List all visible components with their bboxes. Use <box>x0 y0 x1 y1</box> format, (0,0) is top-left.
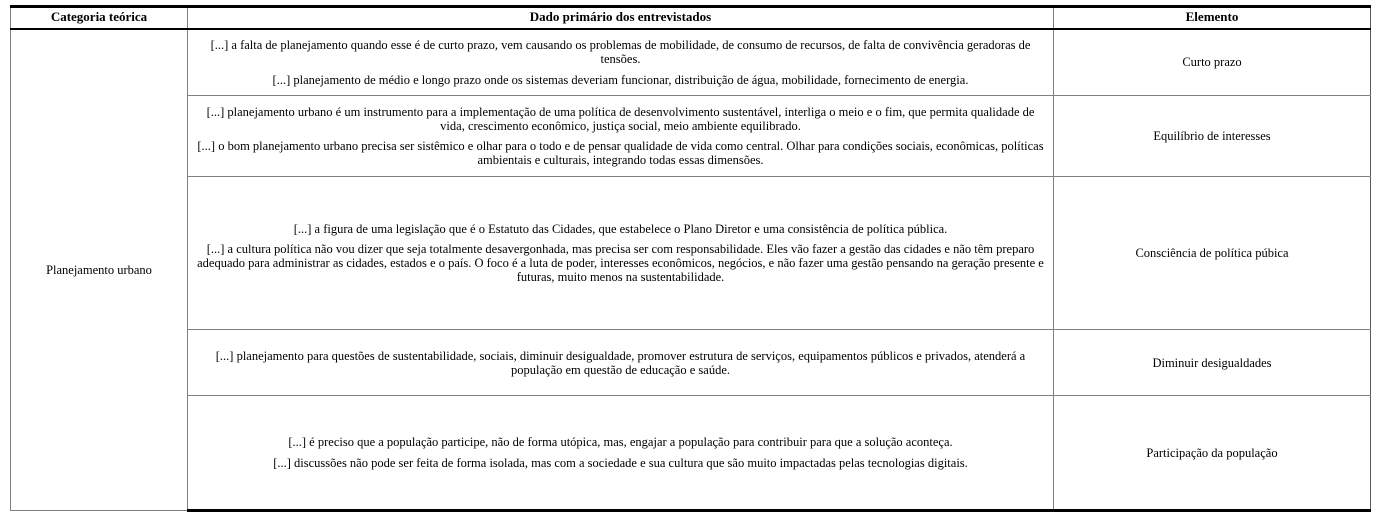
quote-cell <box>188 29 1054 96</box>
quote-cell <box>188 177 1054 330</box>
header-dado-primario: Dado primário dos entrevistados <box>188 7 1054 29</box>
quote-paragraph: [...] planejamento urbano é um instrumento para a implementação de uma política de desenvolvimento sustentável, interliga o meio e o fim, que permita qualidade de vida, crescimento econômico, justiça social, meio ambiente equilibrado. <box>206 104 1035 133</box>
quote-paragraph: [...] a figura de uma legislação que é o Estatuto das Cidades, que estabelece o Plano Diretor e uma consistência de política pública. <box>293 221 948 236</box>
element-cell: Participação da população <box>1054 396 1371 511</box>
quote-paragraph: [...] é preciso que a população participe, não de forma utópica, mas, engajar a população para contribuir para que a solução aconteça. <box>288 435 953 450</box>
table-row <box>11 29 1371 96</box>
quote-cell <box>188 330 1054 396</box>
element-cell: Diminuir desigualdades <box>1054 330 1371 396</box>
quote-paragraph: [...] o bom planejamento urbano precisa ser sistêmico e olhar para o todo e de pensar qualidade de vida como central. Olhar para condições sociais, econômicas, políticas ambientais e culturais, integrando todas essas dimensões. <box>197 139 1044 168</box>
quote-paragraph: [...] a falta de planejamento quando esse é de curto prazo, vem causando os problemas de mobilidade, de consumo de recursos, de falta de convivência geradoras de tensões. <box>210 38 1031 66</box>
quote-paragraph: [...] planejamento de médio e longo prazo onde os sistemas deveriam funcionar, distribuição de água, mobilidade, fornecimento de energia. <box>272 72 969 87</box>
header-row <box>11 7 1371 29</box>
quote-paragraph: [...] planejamento para questões de sustentabilidade, sociais, diminuir desigualdade, promover estrutura de serviços, equipamentos públicos e privados, atenderá a população em questão de educação e saúde. <box>215 348 1026 377</box>
element-cell: Equilíbrio de interesses <box>1054 96 1371 177</box>
table-row <box>11 396 1371 511</box>
qualitative-data-table <box>10 5 1371 512</box>
element-cell: Curto prazo <box>1054 29 1371 96</box>
header-categoria-teorica: Categoria teórica <box>11 7 188 29</box>
table-row <box>11 330 1371 396</box>
quote-paragraph: [...] a cultura política não vou dizer que seja totalmente desavergonhada, mas precisa ser com responsabilidade. Eles vão fazer a gestão das cidades e não têm preparo adequado para administrar as cidades, estados e o país. O foco é a luta de poder, interesses econômicos, negócios, e não fazer uma gestão pensando na geração presente e futuras, muito menos na sustentabilidade. <box>197 242 1044 285</box>
category-cell: Planejamento urbano <box>11 29 188 511</box>
quote-cell <box>188 396 1054 511</box>
quote-paragraph: [...] discussões não pode ser feita de forma isolada, mas com a sociedade e sua cultura que são muito impactadas pelas tecnologias digitais. <box>273 455 968 470</box>
table-header <box>11 7 1371 29</box>
element-cell: Consciência de política púbica <box>1054 177 1371 330</box>
table-row <box>11 177 1371 330</box>
table-row <box>11 96 1371 177</box>
header-elemento: Elemento <box>1054 7 1371 29</box>
quote-cell <box>188 96 1054 177</box>
